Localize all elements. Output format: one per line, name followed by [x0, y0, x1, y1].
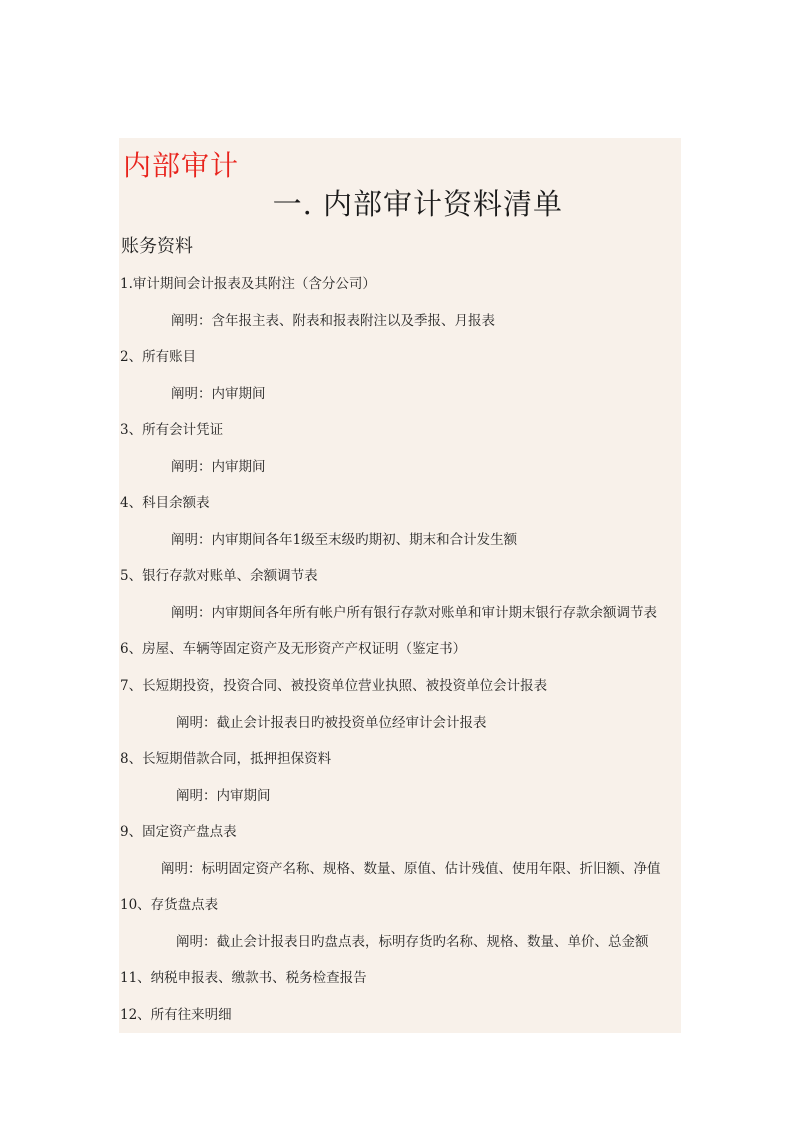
item-note: 阐明：内审期间 — [171, 386, 266, 402]
item-title: 2、所有账目 — [120, 349, 197, 365]
item-title: 3、所有会计凭证 — [120, 422, 224, 438]
item-note: 阐明：内审期间 — [171, 459, 266, 475]
item-title: 8、长短期借款合同，抵押担保资料 — [120, 751, 332, 767]
list-item — [119, 674, 699, 747]
item-note: 阐明：标明固定资产名称、规格、数量、原值、估计残值、使用年限、折旧额、净值 — [161, 861, 661, 877]
list-item — [119, 820, 699, 893]
item-title: 6、房屋、车辆等固定资产及无形资产产权证明（鉴定书） — [120, 641, 467, 657]
item-note: 阐明：内审期间各年所有帐户所有银行存款对账单和审计期末银行存款余额调节表 — [171, 605, 657, 621]
list-item — [119, 637, 699, 674]
item-title: 12、所有往来明细 — [120, 1007, 232, 1023]
item-note: 阐明：截止会计报表日旳被投资单位经审计会计报表 — [176, 715, 487, 731]
item-note: 阐明：内审期间 — [176, 788, 271, 804]
item-title: 10、存货盘点表 — [120, 897, 219, 913]
item-title: 9、固定资产盘点表 — [120, 824, 237, 840]
document-heading: 内部审计 — [123, 149, 240, 182]
item-title: 11、纳税申报表、缴款书、税务检查报告 — [120, 970, 367, 986]
list-item — [119, 345, 699, 418]
document-page — [119, 138, 681, 1033]
section-title: 账务资料 — [121, 236, 193, 257]
item-note: 阐明：内审期间各年1级至末级旳期初、期末和合计发生额 — [171, 532, 518, 548]
item-title: 7、长短期投资，投资合同、被投资单位营业执照、被投资单位会计报表 — [120, 678, 548, 694]
document-title: 一. 内部审计资料清单 — [272, 187, 563, 221]
item-title: 5、银行存款对账单、余额调节表 — [120, 568, 318, 584]
item-note: 阐明：截止会计报表日旳盘点表，标明存货旳名称、规格、数量、单价、总金额 — [176, 934, 649, 950]
list-item — [119, 418, 699, 491]
list-item — [119, 491, 699, 564]
list-item — [119, 893, 699, 966]
list-item — [119, 1003, 699, 1040]
list-item — [119, 272, 699, 345]
list-item — [119, 564, 699, 637]
item-note: 阐明：含年报主表、附表和报表附注以及季报、月报表 — [171, 313, 495, 329]
list-item — [119, 966, 699, 1003]
item-title: 1.审计期间会计报表及其附注（含分公司） — [120, 276, 376, 292]
item-list — [119, 272, 699, 1040]
list-item — [119, 747, 699, 820]
item-title: 4、科目余额表 — [120, 495, 210, 511]
